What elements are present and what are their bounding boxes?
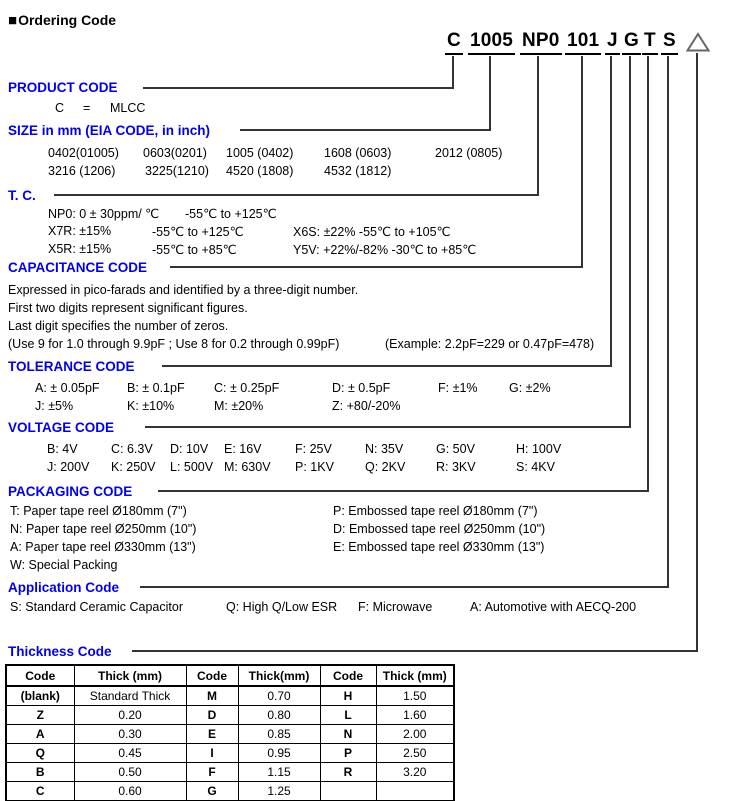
section-label-application: Application Code <box>8 580 119 595</box>
tc-item: -55℃ to +125℃ <box>185 207 277 221</box>
thickness-cell: M <box>186 686 238 706</box>
packaging-item: T: Paper tape reel Ø180mm (7") <box>10 504 187 518</box>
size-item: 3216 (1206) <box>48 164 116 178</box>
section-label-voltage: VOLTAGE CODE <box>8 420 115 435</box>
packaging-item: A: Paper tape reel Ø330mm (13") <box>10 540 196 554</box>
voltage-item: G: 50V <box>436 442 475 456</box>
thickness-cell: 1.25 <box>238 782 320 801</box>
connector-hline-size <box>240 129 491 131</box>
page-title <box>8 12 116 28</box>
product-entry-equals: = <box>83 101 91 115</box>
section-label-product-code: PRODUCT CODE <box>8 80 118 95</box>
connector-hline-thickness <box>132 650 698 652</box>
thickness-cell <box>376 782 454 801</box>
tolerance-item: Z: +80/-20% <box>332 399 401 413</box>
connector-hline-application <box>140 586 669 588</box>
size-item: 4520 (1808) <box>226 164 294 178</box>
thickness-cell: B <box>6 763 74 782</box>
application-item: S: Standard Ceramic Capacitor <box>10 600 183 614</box>
thickness-cell: I <box>186 744 238 763</box>
code-part-size: 1005 <box>468 31 515 55</box>
thickness-cell: F <box>186 763 238 782</box>
thickness-cell: D <box>186 706 238 725</box>
thickness-header: Thick(mm) <box>238 665 320 686</box>
voltage-item: L: 500V <box>170 460 214 474</box>
connector-vline-thickness <box>696 53 698 652</box>
size-item: 0603(0201) <box>143 146 207 160</box>
packaging-item: D: Embossed tape reel Ø250mm (10") <box>333 522 546 536</box>
section-label-packaging: PACKAGING CODE <box>8 484 133 499</box>
connector-vline-size <box>489 56 491 131</box>
voltage-item: P: 1KV <box>295 460 334 474</box>
voltage-item: M: 630V <box>224 460 271 474</box>
thickness-cell: 0.60 <box>74 782 186 801</box>
tolerance-item: A: ± 0.05pF <box>35 381 100 395</box>
triangle-icon <box>686 32 710 57</box>
thickness-cell: R <box>320 763 376 782</box>
tc-item: NP0: 0 ± 30ppm/ ℃ <box>48 207 160 221</box>
voltage-item: C: 6.3V <box>111 442 153 456</box>
size-item: 1608 (0603) <box>324 146 392 160</box>
application-item: A: Automotive with AECQ-200 <box>470 600 637 614</box>
code-part-product: C <box>445 31 463 55</box>
voltage-item: N: 35V <box>365 442 404 456</box>
thickness-cell: C <box>6 782 74 801</box>
section-label-thickness: Thickness Code <box>8 644 112 659</box>
connector-vline-tc <box>537 56 539 196</box>
thickness-cell: 2.00 <box>376 725 454 744</box>
connector-hline-product <box>143 87 454 89</box>
voltage-item: K: 250V <box>111 460 156 474</box>
thickness-cell: L <box>320 706 376 725</box>
capacitance-line: Last digit specifies the number of zeros. <box>8 319 229 333</box>
thickness-cell: 1.60 <box>376 706 454 725</box>
capacitance-line: (Use 9 for 1.0 through 9.9pF ; Use 8 for 0.2 through 0.99pF) <box>8 337 340 351</box>
thickness-cell: 1.15 <box>238 763 320 782</box>
product-entry-value: MLCC <box>110 101 146 115</box>
connector-vline-packaging <box>647 56 649 492</box>
code-part-tolerance: J <box>605 31 620 55</box>
tc-item: -55℃ to +85℃ <box>152 243 237 257</box>
tolerance-item: B: ± 0.1pF <box>127 381 185 395</box>
thickness-header: Thick (mm) <box>376 665 454 686</box>
thickness-cell: 3.20 <box>376 763 454 782</box>
section-label-size: SIZE in mm (EIA CODE, in inch) <box>8 123 211 138</box>
tc-item: X7R: ±15% <box>48 224 112 238</box>
table-row <box>6 782 454 801</box>
thickness-table <box>5 664 455 801</box>
packaging-item: N: Paper tape reel Ø250mm (10") <box>10 522 197 536</box>
connector-hline-packaging <box>158 490 649 492</box>
voltage-item: D: 10V <box>170 442 209 456</box>
connector-vline-capacitance <box>581 56 583 268</box>
size-item: 1005 (0402) <box>226 146 294 160</box>
code-part-packaging: T <box>642 31 658 55</box>
size-item: 0402(01005) <box>48 146 119 160</box>
thickness-cell: 0.45 <box>74 744 186 763</box>
connector-vline-application <box>667 56 669 588</box>
section-label-capacitance: CAPACITANCE CODE <box>8 260 148 275</box>
thickness-cell <box>320 782 376 801</box>
thickness-header: Code <box>186 665 238 686</box>
tc-item: X6S: ±22% -55℃ to +105℃ <box>293 225 451 239</box>
thickness-cell: 0.30 <box>74 725 186 744</box>
section-label-tolerance: TOLERANCE CODE <box>8 359 135 374</box>
tolerance-item: J: ±5% <box>35 399 74 413</box>
thickness-header: Code <box>6 665 74 686</box>
section-label-tc: T. C. <box>8 188 36 203</box>
tolerance-item: G: ±2% <box>509 381 551 395</box>
thickness-cell: 1.50 <box>376 686 454 706</box>
connector-vline-product <box>452 56 454 88</box>
thickness-cell: 2.50 <box>376 744 454 763</box>
size-item: 2012 (0805) <box>435 146 503 160</box>
thickness-cell: 0.70 <box>238 686 320 706</box>
thickness-table-header-row <box>6 665 454 686</box>
product-entry-code: C <box>55 101 65 115</box>
table-row <box>6 686 454 706</box>
code-part-capacitance: 101 <box>565 31 601 55</box>
size-item: 3225(1210) <box>145 164 209 178</box>
voltage-item: B: 4V <box>47 442 78 456</box>
thickness-cell: 0.95 <box>238 744 320 763</box>
connector-vline-tolerance <box>610 56 612 367</box>
code-part-voltage: G <box>622 31 641 55</box>
tolerance-item: K: ±10% <box>127 399 175 413</box>
thickness-cell: H <box>320 686 376 706</box>
thickness-cell: P <box>320 744 376 763</box>
thickness-cell: 0.80 <box>238 706 320 725</box>
packaging-item: P: Embossed tape reel Ø180mm (7") <box>333 504 538 518</box>
connector-hline-capacitance <box>170 266 583 268</box>
connector-hline-tolerance <box>162 365 612 367</box>
voltage-item: S: 4KV <box>516 460 555 474</box>
table-row <box>6 725 454 744</box>
thickness-cell: E <box>186 725 238 744</box>
capacitance-line: First two digits represent significant figures. <box>8 301 248 315</box>
thickness-cell: 0.50 <box>74 763 186 782</box>
tc-item: -55℃ to +125℃ <box>152 225 244 239</box>
packaging-item: E: Embossed tape reel Ø330mm (13") <box>333 540 545 554</box>
voltage-item: R: 3KV <box>436 460 476 474</box>
thickness-cell: 0.85 <box>238 725 320 744</box>
capacitance-line: Expressed in pico-farads and identified by a three-digit number. <box>8 283 359 297</box>
connector-hline-voltage <box>145 426 631 428</box>
voltage-item: Q: 2KV <box>365 460 406 474</box>
code-part-tc: NP0 <box>520 31 562 55</box>
thickness-cell: Standard Thick <box>74 686 186 706</box>
voltage-item: J: 200V <box>47 460 90 474</box>
page-title-text: Ordering Code <box>18 12 117 28</box>
connector-hline-tc <box>54 194 539 196</box>
tolerance-item: D: ± 0.5pF <box>332 381 391 395</box>
thickness-header: Thick (mm) <box>74 665 186 686</box>
voltage-item: F: 25V <box>295 442 332 456</box>
table-row <box>6 763 454 782</box>
table-row <box>6 744 454 763</box>
table-row <box>6 706 454 725</box>
voltage-item: H: 100V <box>516 442 562 456</box>
thickness-cell: Q <box>6 744 74 763</box>
voltage-item: E: 16V <box>224 442 262 456</box>
tc-item: X5R: ±15% <box>48 242 112 256</box>
connector-vline-voltage <box>629 56 631 428</box>
tolerance-item: C: ± 0.25pF <box>214 381 280 395</box>
tc-item: Y5V: +22%/-82% -30℃ to +85℃ <box>293 243 477 257</box>
application-item: F: Microwave <box>358 600 433 614</box>
capacitance-example: (Example: 2.2pF=229 or 0.47pF=478) <box>385 337 595 351</box>
bullet-square-icon: ■ <box>8 11 18 29</box>
thickness-header: Code <box>320 665 376 686</box>
thickness-cell: N <box>320 725 376 744</box>
size-item: 4532 (1812) <box>324 164 392 178</box>
thickness-cell: A <box>6 725 74 744</box>
thickness-cell: 0.20 <box>74 706 186 725</box>
thickness-cell: G <box>186 782 238 801</box>
tolerance-item: M: ±20% <box>214 399 264 413</box>
application-item: Q: High Q/Low ESR <box>226 600 338 614</box>
tolerance-item: F: ±1% <box>438 381 478 395</box>
code-part-application: S <box>661 31 678 55</box>
thickness-cell: (blank) <box>6 686 74 706</box>
packaging-item: W: Special Packing <box>10 558 118 572</box>
thickness-cell: Z <box>6 706 74 725</box>
